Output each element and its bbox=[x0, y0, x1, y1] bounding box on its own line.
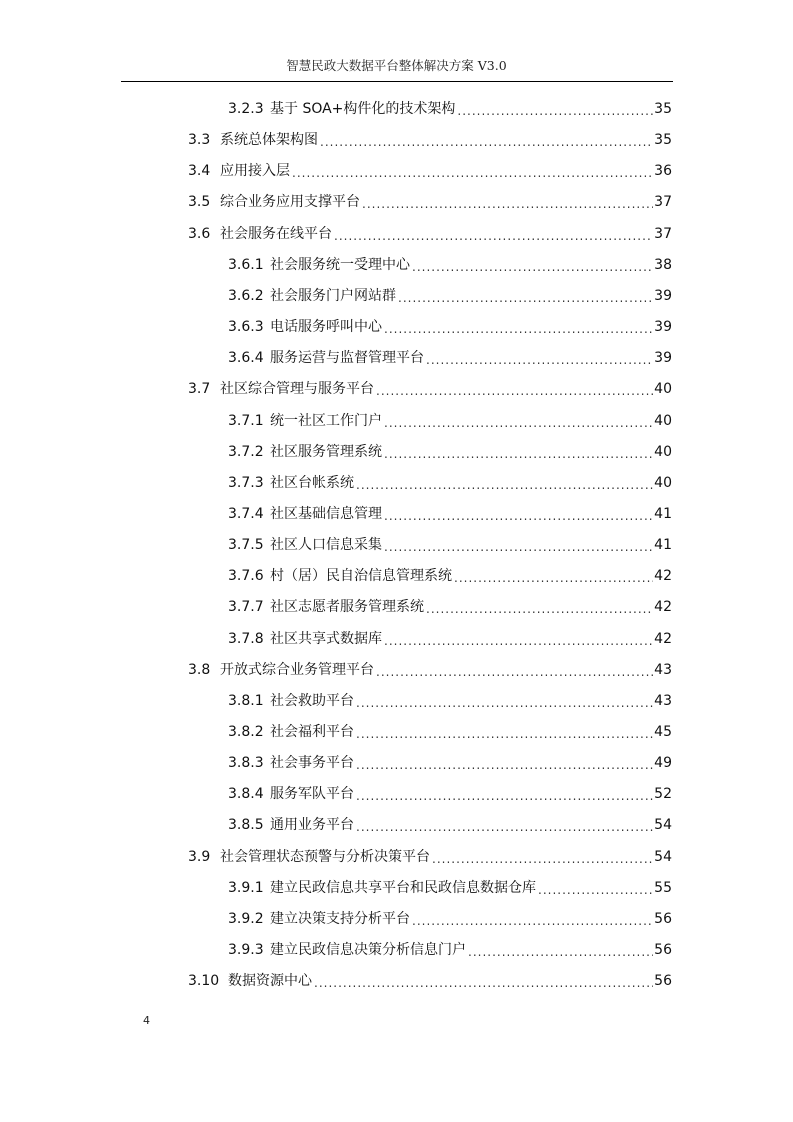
toc-entry-number: 3.6.2 bbox=[228, 287, 264, 304]
toc-entry-page: 42 bbox=[654, 568, 672, 585]
toc-entry-title: 统一社区工作门户 bbox=[270, 412, 382, 429]
toc-entry[interactable] bbox=[228, 253, 672, 277]
toc-entry-number: 3.6.4 bbox=[228, 350, 264, 367]
toc-entry-title: 社会服务门户网站群 bbox=[270, 287, 396, 304]
toc-entry-number: 3.6 bbox=[188, 225, 211, 242]
toc-entry-number: 3.7.4 bbox=[228, 505, 264, 522]
toc-entry[interactable] bbox=[188, 845, 672, 869]
toc-entry-page: 35 bbox=[654, 132, 672, 149]
toc-dot-leader bbox=[384, 317, 653, 341]
toc-entry-title: 社会管理状态预警与分析决策平台 bbox=[220, 848, 430, 865]
toc-dot-leader bbox=[398, 286, 653, 310]
toc-entry-page: 40 bbox=[654, 412, 672, 429]
toc-entry-number: 3.8 bbox=[188, 661, 211, 678]
toc-entry-title: 建立决策支持分析平台 bbox=[270, 910, 410, 927]
toc-dot-leader bbox=[454, 566, 653, 590]
toc-entry-number: 3.7.3 bbox=[228, 474, 264, 491]
toc-entry-title: 社区共享式数据库 bbox=[270, 630, 382, 647]
toc-entry-number: 3.4 bbox=[188, 163, 211, 180]
toc-entry[interactable] bbox=[228, 284, 672, 308]
toc-entry[interactable] bbox=[228, 346, 672, 370]
toc-entry-page: 42 bbox=[654, 599, 672, 616]
toc-dot-leader bbox=[356, 722, 653, 746]
toc-entry-title: 社区志愿者服务管理系统 bbox=[270, 599, 424, 616]
toc-entry[interactable] bbox=[188, 658, 672, 682]
toc-entry[interactable] bbox=[228, 627, 672, 651]
toc-entry-page: 49 bbox=[654, 755, 672, 772]
toc-entry-page: 40 bbox=[654, 474, 672, 491]
toc-entry-title: 系统总体架构图 bbox=[220, 132, 318, 149]
toc-entry-title: 社会事务平台 bbox=[270, 755, 354, 772]
toc-entry-title: 社区基础信息管理 bbox=[270, 505, 382, 522]
toc-dot-leader bbox=[356, 691, 653, 715]
toc-entry-number: 3.7 bbox=[188, 381, 211, 398]
toc-entry-number: 3.7.6 bbox=[228, 568, 264, 585]
toc-entry-page: 40 bbox=[654, 443, 672, 460]
toc-dot-leader bbox=[356, 815, 653, 839]
toc-entry-page: 35 bbox=[654, 101, 672, 117]
toc-entry-title: 基于 SOA+构件化的技术架构 bbox=[270, 101, 456, 117]
page-number: 4 bbox=[143, 1014, 150, 1027]
toc-entry-number: 3.9.2 bbox=[228, 910, 264, 927]
toc-entry-number: 3.7.7 bbox=[228, 599, 264, 616]
toc-dot-leader bbox=[320, 130, 653, 154]
toc-entry[interactable] bbox=[188, 159, 672, 183]
toc-dot-leader bbox=[468, 940, 653, 964]
toc-entry-page: 43 bbox=[654, 661, 672, 678]
toc-entry[interactable] bbox=[228, 876, 672, 900]
toc-dot-leader bbox=[384, 442, 653, 466]
toc-entry[interactable] bbox=[188, 969, 672, 993]
toc-entry-title: 社区服务管理系统 bbox=[270, 443, 382, 460]
toc-entry-number: 3.7.2 bbox=[228, 443, 264, 460]
toc-entry-page: 42 bbox=[654, 630, 672, 647]
toc-dot-leader bbox=[314, 971, 653, 995]
toc-entry-title: 社会服务在线平台 bbox=[220, 225, 332, 242]
toc-entry-page: 38 bbox=[654, 256, 672, 273]
toc-entry-page: 43 bbox=[654, 692, 672, 709]
toc-entry[interactable] bbox=[228, 938, 672, 962]
toc-entry-title: 数据资源中心 bbox=[228, 973, 312, 990]
toc-entry-number: 3.5 bbox=[188, 194, 211, 211]
toc-entry[interactable] bbox=[228, 813, 672, 837]
toc-entry-number: 3.8.3 bbox=[228, 755, 264, 772]
toc-entry-title: 服务运营与监督管理平台 bbox=[270, 350, 424, 367]
toc-dot-leader bbox=[412, 255, 653, 279]
toc-entry-number: 3.8.2 bbox=[228, 724, 264, 740]
toc-entry-number: 3.9.1 bbox=[228, 879, 264, 896]
toc-entry-number: 3.6.3 bbox=[228, 319, 264, 336]
toc-entry-title: 建立民政信息共享平台和民政信息数据仓库 bbox=[270, 879, 536, 896]
toc-entry-title: 通用业务平台 bbox=[270, 817, 354, 834]
toc-entry[interactable] bbox=[228, 751, 672, 775]
toc-entry-title: 开放式综合业务管理平台 bbox=[220, 661, 374, 678]
toc-entry-number: 3.7.8 bbox=[228, 630, 264, 647]
toc-dot-leader bbox=[356, 753, 653, 777]
toc-entry-page: 40 bbox=[654, 381, 672, 398]
header-divider bbox=[121, 81, 673, 82]
toc-entry[interactable] bbox=[228, 440, 672, 464]
toc-entry-title: 社区综合管理与服务平台 bbox=[220, 381, 374, 398]
toc-entry-page: 37 bbox=[654, 225, 672, 242]
toc-entry-title: 建立民政信息决策分析信息门户 bbox=[270, 942, 466, 959]
toc-entry-page: 56 bbox=[654, 973, 672, 990]
toc-dot-leader bbox=[426, 597, 653, 621]
toc-entry-number: 3.6.1 bbox=[228, 256, 264, 273]
toc-dot-leader bbox=[334, 224, 653, 248]
toc-entry-number: 3.8.1 bbox=[228, 692, 264, 709]
toc-dot-leader bbox=[384, 535, 653, 559]
toc-entry-title: 综合业务应用支撑平台 bbox=[220, 194, 360, 211]
toc-entry-page: 37 bbox=[654, 194, 672, 211]
toc-dot-leader bbox=[362, 192, 653, 216]
toc-entry-number: 3.9.3 bbox=[228, 942, 264, 959]
toc-entry-number: 3.8.4 bbox=[228, 786, 264, 803]
toc-entry[interactable] bbox=[228, 595, 672, 619]
toc-dot-leader bbox=[292, 161, 653, 185]
toc-entry-page: 56 bbox=[654, 942, 672, 959]
toc-entry[interactable] bbox=[228, 97, 672, 121]
toc-entry-title: 应用接入层 bbox=[220, 163, 290, 180]
toc-entry-title: 社会服务统一受理中心 bbox=[270, 256, 410, 273]
toc-dot-leader bbox=[384, 411, 653, 435]
toc-entry-page: 52 bbox=[654, 786, 672, 803]
toc-dot-leader bbox=[356, 784, 653, 808]
toc-entry-page: 39 bbox=[654, 287, 672, 304]
toc-entry-page: 56 bbox=[654, 910, 672, 927]
toc-entry-title: 服务军队平台 bbox=[270, 786, 354, 803]
toc-entry-page: 54 bbox=[654, 817, 672, 834]
toc-dot-leader bbox=[384, 504, 653, 528]
toc-entry-number: 3.10 bbox=[188, 973, 220, 990]
toc-entry-page: 41 bbox=[654, 537, 672, 554]
toc-entry[interactable] bbox=[228, 502, 672, 526]
toc-dot-leader bbox=[538, 878, 653, 902]
toc-entry-page: 55 bbox=[654, 879, 672, 896]
toc-entry[interactable] bbox=[228, 689, 672, 713]
toc-dot-leader bbox=[426, 348, 653, 372]
toc-entry-title: 社区台帐系统 bbox=[270, 474, 354, 491]
toc-entry-page: 39 bbox=[654, 350, 672, 367]
toc-entry-title: 村（居）民自治信息管理系统 bbox=[270, 568, 452, 585]
toc-entry-page: 41 bbox=[654, 505, 672, 522]
toc-dot-leader bbox=[356, 473, 653, 497]
toc-entry[interactable] bbox=[188, 190, 672, 214]
toc-dot-leader bbox=[457, 99, 653, 123]
toc-entry-number: 3.2.3 bbox=[228, 101, 264, 117]
toc-entry-title: 社会救助平台 bbox=[270, 692, 354, 709]
toc-dot-leader bbox=[432, 847, 653, 871]
toc-dot-leader bbox=[384, 629, 653, 653]
toc-entry[interactable] bbox=[228, 907, 672, 931]
toc-entry[interactable] bbox=[228, 409, 672, 433]
toc-entry-number: 3.9 bbox=[188, 848, 211, 865]
toc-entry-page: 36 bbox=[654, 163, 672, 180]
toc-entry[interactable] bbox=[228, 564, 672, 588]
running-header: 智慧民政大数据平台整体解决方案 V3.0 bbox=[286, 58, 507, 73]
toc-entry-page: 39 bbox=[654, 319, 672, 336]
toc-entry-title: 社区人口信息采集 bbox=[270, 537, 382, 554]
toc-dot-leader bbox=[412, 909, 653, 933]
toc-entry[interactable] bbox=[228, 471, 672, 495]
toc-entry[interactable] bbox=[228, 720, 672, 744]
toc-entry[interactable] bbox=[228, 315, 672, 339]
toc-entry-number: 3.3 bbox=[188, 132, 211, 149]
toc-entry-page: 54 bbox=[654, 848, 672, 865]
toc-entry[interactable] bbox=[228, 782, 672, 806]
toc-entry-page: 45 bbox=[654, 724, 672, 740]
toc-entry[interactable] bbox=[188, 222, 672, 246]
toc-entry-title: 电话服务呼叫中心 bbox=[270, 319, 382, 336]
toc-dot-leader bbox=[376, 660, 653, 684]
toc-entry[interactable] bbox=[188, 128, 672, 152]
toc-entry-number: 3.7.5 bbox=[228, 537, 264, 554]
toc-entry-title: 社会福利平台 bbox=[270, 724, 354, 740]
toc-entry[interactable] bbox=[228, 533, 672, 557]
toc-entry[interactable] bbox=[188, 377, 672, 401]
toc-entry-number: 3.7.1 bbox=[228, 412, 264, 429]
toc-dot-leader bbox=[376, 379, 653, 403]
toc-entry-number: 3.8.5 bbox=[228, 817, 264, 834]
